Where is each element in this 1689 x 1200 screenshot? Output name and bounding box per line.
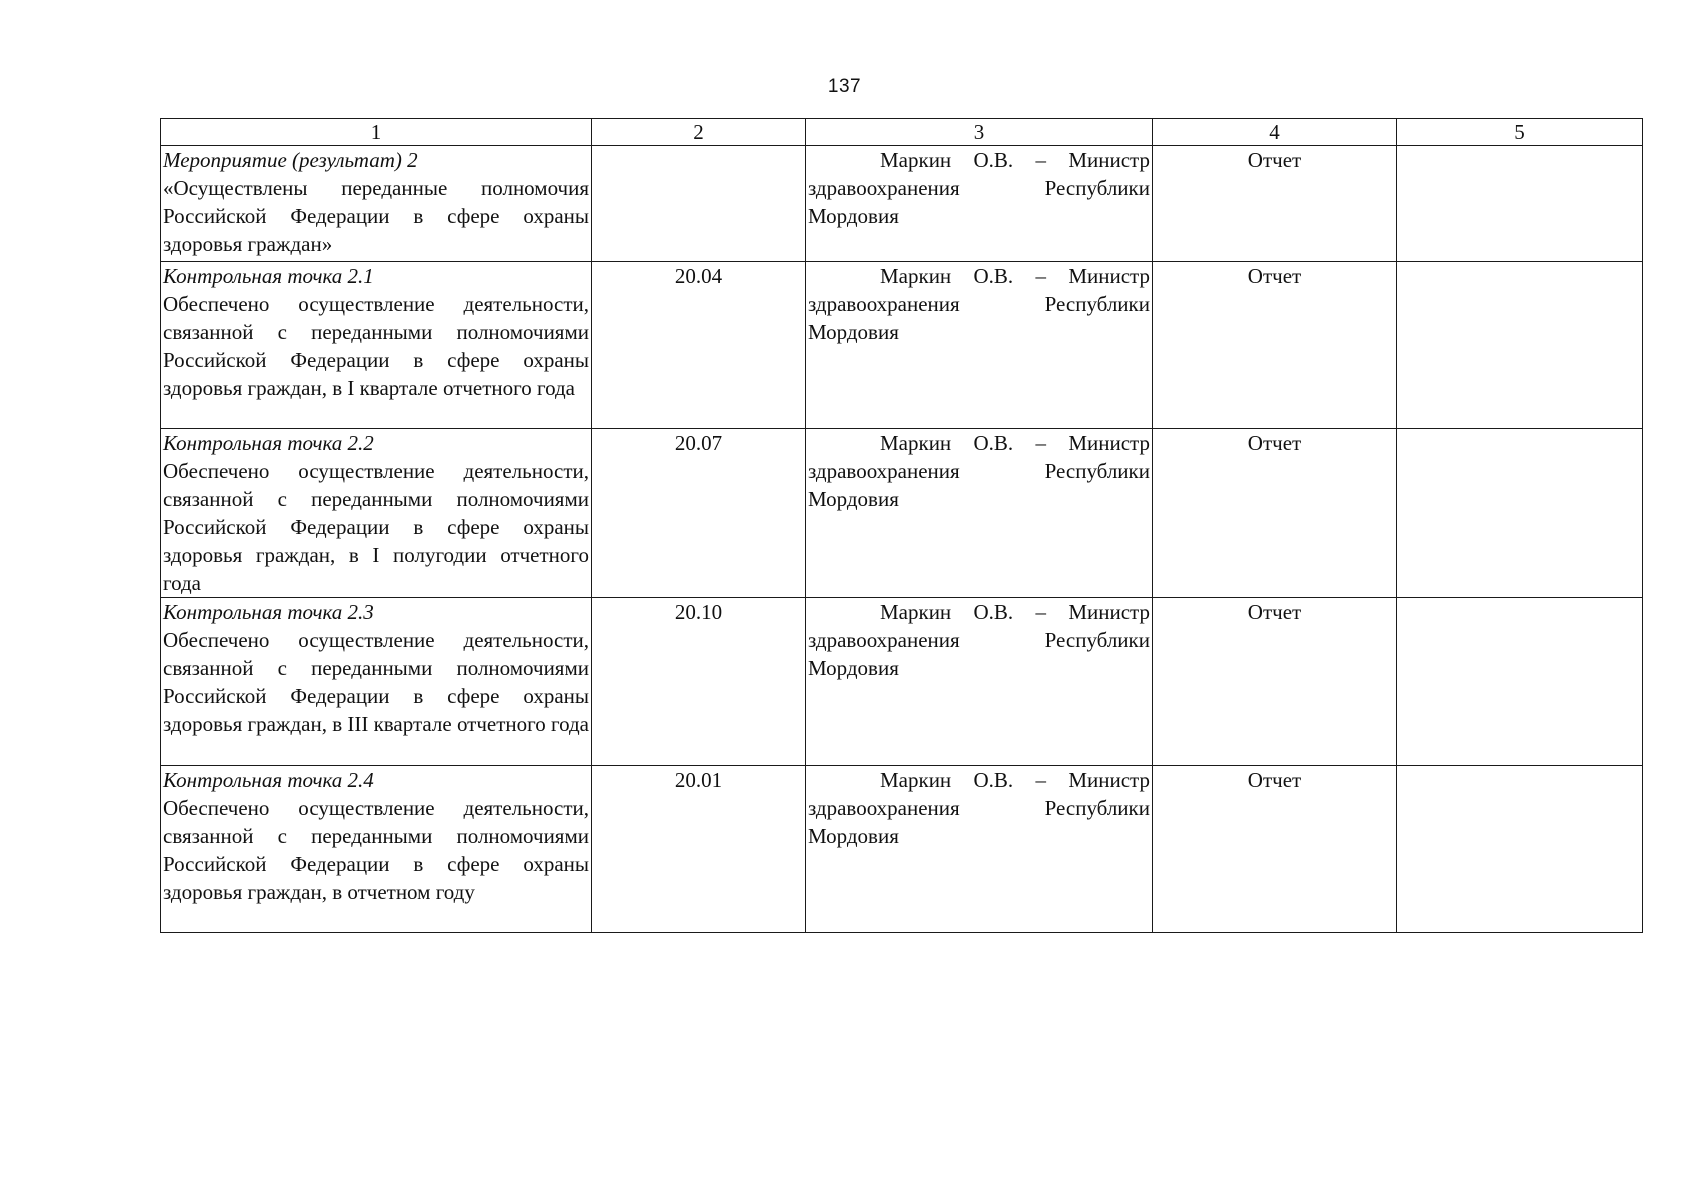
item-title: Контрольная точка 2.4 [163, 768, 374, 792]
control-points-table [160, 118, 1643, 933]
item-cell [161, 766, 592, 933]
date-cell: 20.01 [592, 766, 806, 933]
column-header: 3 [806, 119, 1153, 146]
item-cell [161, 598, 592, 766]
item-description: Обеспечено осуществление деятельности, связанной с переданными полномочиями Российской Федерации в сфере охраны здоровья граждан, в I квартале отчетного года [163, 292, 589, 400]
table-row [161, 598, 1643, 766]
item-title: Контрольная точка 2.1 [163, 264, 374, 288]
document-cell: Отчет [1153, 146, 1397, 262]
document-cell: Отчет [1153, 598, 1397, 766]
document-cell: Отчет [1153, 429, 1397, 598]
date-cell: 20.07 [592, 429, 806, 598]
item-cell [161, 262, 592, 429]
date-cell: 20.10 [592, 598, 806, 766]
responsible-cell [806, 598, 1153, 766]
empty-cell [1397, 766, 1643, 933]
document-cell: Отчет [1153, 766, 1397, 933]
table-header-row [161, 119, 1643, 146]
responsible-cell [806, 262, 1153, 429]
responsible-person: Маркин О.В. – Министр здравоохранения Республики Мордовия [808, 431, 1150, 511]
table-row [161, 766, 1643, 933]
column-header: 2 [592, 119, 806, 146]
item-description: Обеспечено осуществление деятельности, связанной с переданными полномочиями Российской Федерации в сфере охраны здоровья граждан, в III квартале отчетного года [163, 628, 589, 736]
empty-cell [1397, 146, 1643, 262]
item-description: Обеспечено осуществление деятельности, связанной с переданными полномочиями Российской Федерации в сфере охраны здоровья граждан, в I полугодии отчетного года [163, 459, 589, 595]
item-description: «Осуществлены переданные полномочия Российской Федерации в сфере охраны здоровья граждан» [163, 176, 589, 256]
table-row [161, 429, 1643, 598]
responsible-cell [806, 429, 1153, 598]
document-cell: Отчет [1153, 262, 1397, 429]
item-title: Контрольная точка 2.3 [163, 600, 374, 624]
item-cell [161, 146, 592, 262]
responsible-person: Маркин О.В. – Министр здравоохранения Республики Мордовия [808, 148, 1150, 228]
column-header: 1 [161, 119, 592, 146]
table-row [161, 146, 1643, 262]
item-title: Контрольная точка 2.2 [163, 431, 374, 455]
page-number: 137 [827, 76, 862, 97]
empty-cell [1397, 598, 1643, 766]
responsible-cell [806, 146, 1153, 262]
date-cell: 20.04 [592, 262, 806, 429]
item-cell [161, 429, 592, 598]
responsible-person: Маркин О.В. – Министр здравоохранения Республики Мордовия [808, 264, 1150, 344]
empty-cell [1397, 429, 1643, 598]
item-description: Обеспечено осуществление деятельности, связанной с переданными полномочиями Российской Федерации в сфере охраны здоровья граждан, в отчетном году [163, 796, 589, 904]
responsible-person: Маркин О.В. – Министр здравоохранения Республики Мордовия [808, 600, 1150, 680]
responsible-cell [806, 766, 1153, 933]
column-header: 4 [1153, 119, 1397, 146]
empty-cell [1397, 262, 1643, 429]
date-cell [592, 146, 806, 262]
column-header: 5 [1397, 119, 1643, 146]
item-title: Мероприятие (результат) 2 [163, 148, 418, 172]
responsible-person: Маркин О.В. – Министр здравоохранения Республики Мордовия [808, 768, 1150, 848]
table-row [161, 262, 1643, 429]
